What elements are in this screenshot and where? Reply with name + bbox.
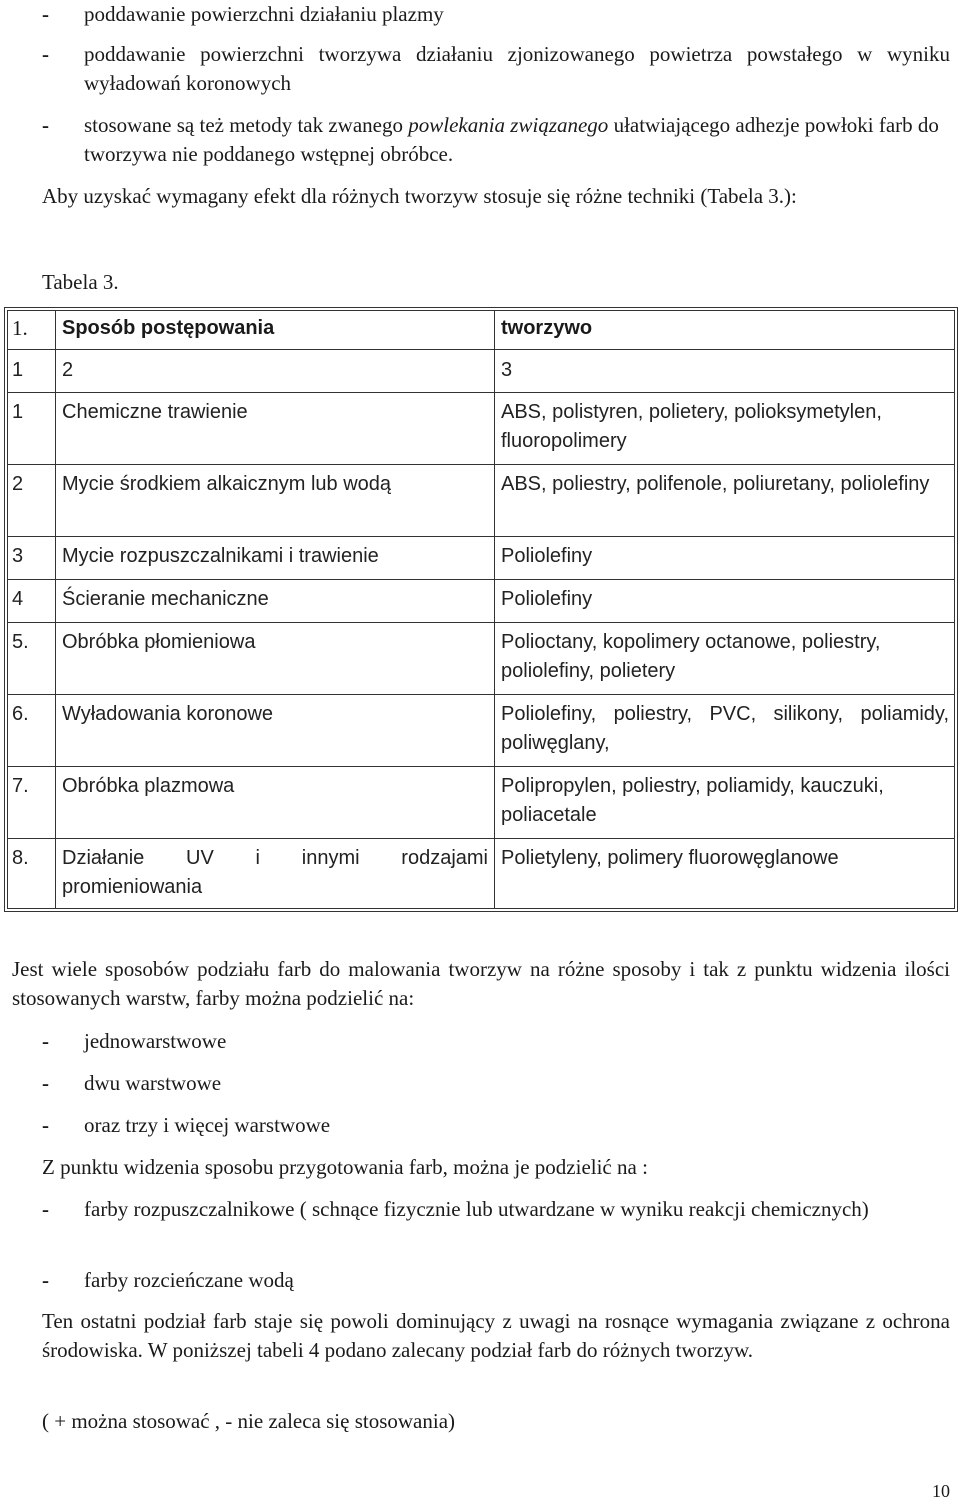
colnum-3: 3 xyxy=(501,359,513,381)
bullet-dash: - xyxy=(42,1268,49,1292)
bullet-text: jednowarstwowe xyxy=(84,1029,227,1053)
table-inner xyxy=(7,310,955,909)
row-num: 5. xyxy=(12,631,29,653)
bullet-text: farby rozcieńczane wodą xyxy=(84,1268,294,1292)
bullet-text-pre: stosowane są też metody tak zwanego xyxy=(84,113,409,137)
row-method: Wyładowania koronowe xyxy=(62,703,274,725)
row-material: Polioctany, kopolimery octanowe, poliestry, poliolefiny, polietery xyxy=(501,631,881,682)
row-divider xyxy=(8,622,954,623)
row-method: Ścieranie mechaniczne xyxy=(62,588,269,610)
paint-paragraph: Jest wiele sposobów podziału farb do malowania tworzyw na różne sposoby i tak z punktu widzenia ilości stosowanych warstw, farby można podzielić na: xyxy=(12,957,950,1010)
row-method: Obróbka płomieniowa xyxy=(62,631,256,653)
row-divider xyxy=(8,349,954,350)
bullet-text-italic: powlekania związanego xyxy=(408,113,609,137)
row-num: 1 xyxy=(12,401,24,423)
col-divider-2 xyxy=(494,311,495,908)
row-num: 6. xyxy=(12,703,29,725)
bullet-text: poddawanie powierzchni tworzywa działaniu zjonizowanego powietrza powstałego w wyniku wyładowań koronowych xyxy=(84,42,950,95)
techniques-table xyxy=(4,307,958,912)
bullet-dash: - xyxy=(42,1071,49,1095)
row-divider xyxy=(8,694,954,695)
intro-paragraph: Aby uzyskać wymagany efekt dla różnych tworzyw stosuje się różne techniki (Tabela 3.): xyxy=(42,184,797,208)
row-material: Poliolefiny xyxy=(501,588,593,610)
bullet-dash: - xyxy=(42,1197,49,1221)
colnum-1: 1 xyxy=(12,359,24,381)
row-num: 3 xyxy=(12,545,24,567)
row-divider xyxy=(8,579,954,580)
row-num: 8. xyxy=(12,847,29,869)
row-num: 4 xyxy=(12,588,24,610)
bullet-text: farby rozpuszczalnikowe ( schnące fizycznie lub utwardzane w wyniku reakcji chemicznych) xyxy=(84,1197,869,1221)
row-method: Chemiczne trawienie xyxy=(62,401,248,423)
prep-bullet-1 xyxy=(0,1195,960,1253)
row-divider xyxy=(8,838,954,839)
bullet-dash: - xyxy=(42,42,49,66)
intro-bullet-3 xyxy=(0,111,960,169)
prep-paragraph: Z punktu widzenia sposobu przygotowania farb, można je podzielić na : xyxy=(42,1155,648,1179)
col-divider-1 xyxy=(55,311,56,908)
layer-bullet-2 xyxy=(0,1069,960,1098)
bullet-text-post: ułatwiającego adhezje powłoki farb do tworzywa nie poddanego wstępnej obróbce. xyxy=(84,113,939,166)
row-method: Mycie rozpuszczalnikami i trawienie xyxy=(62,545,379,567)
colnum-2: 2 xyxy=(62,359,74,381)
row-divider xyxy=(8,464,954,465)
intro-bullet-2 xyxy=(0,40,960,98)
table-caption: Tabela 3. xyxy=(42,270,119,294)
row-method: Obróbka plazmowa xyxy=(62,775,235,797)
row-method: Mycie środkiem alkaicznym lub wodą xyxy=(62,473,392,495)
bullet-text: poddawanie powierzchni działaniu plazmy xyxy=(84,2,444,26)
header-num: 1. xyxy=(12,316,28,340)
row-divider xyxy=(8,536,954,537)
header-material: tworzywo xyxy=(501,317,593,339)
bullet-dash: - xyxy=(42,113,49,137)
last-paragraph: Ten ostatni podział farb staje się powoli dominujący z uwagi na rosnące wymagania związane z ochrona środowiska. W poniższej tabeli 4 podano zalecany podział farb do różnych tworzyw. xyxy=(42,1309,950,1362)
row-material: Poliolefiny xyxy=(501,545,593,567)
page-number: 10 xyxy=(932,1481,950,1501)
bullet-dash: - xyxy=(42,2,49,26)
row-material: Polietyleny, polimery fluorowęglanowe xyxy=(501,847,839,869)
row-method: Działanie UV i innymi rodzajami promieniowania xyxy=(62,847,488,898)
row-material: ABS, poliestry, polifenole, poliuretany, poliolefiny xyxy=(501,473,930,495)
row-divider xyxy=(8,392,954,393)
bullet-text: oraz trzy i więcej warstwowe xyxy=(84,1113,331,1137)
layer-bullet-1 xyxy=(0,1027,960,1056)
prep-bullet-2 xyxy=(0,1266,960,1295)
bullet-dash: - xyxy=(42,1029,49,1053)
row-material: ABS, polistyren, polietery, polioksymetylen, fluoropolimery xyxy=(501,401,882,452)
layer-bullet-3 xyxy=(0,1111,960,1140)
intro-bullet-1 xyxy=(0,0,960,29)
row-material: Poliolefiny, poliestry, PVC, silikony, poliamidy, poliwęglany, xyxy=(501,703,949,754)
header-method: Sposób postępowania xyxy=(62,317,275,339)
row-material: Polipropylen, poliestry, poliamidy, kauczuki, poliacetale xyxy=(501,775,884,826)
bullet-text-composite xyxy=(84,111,950,169)
row-num: 7. xyxy=(12,775,29,797)
legend-note: ( + można stosować , - nie zaleca się stosowania) xyxy=(42,1409,456,1433)
row-num: 2 xyxy=(12,473,24,495)
bullet-text: dwu warstwowe xyxy=(84,1071,222,1095)
row-divider xyxy=(8,766,954,767)
bullet-dash: - xyxy=(42,1113,49,1137)
